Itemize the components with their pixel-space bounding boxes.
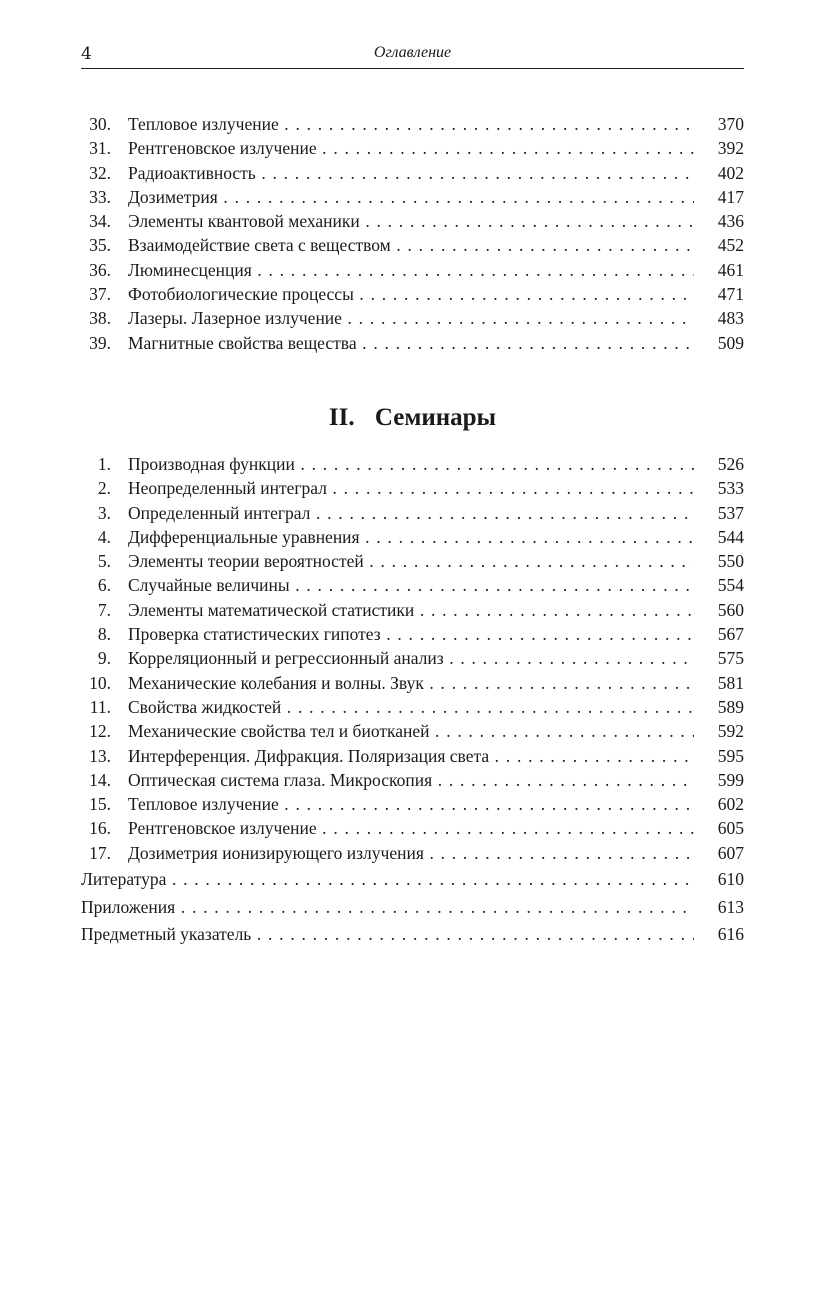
entry-number: 8. [97,624,111,645]
entry-page: 589 [717,696,744,717]
toc-entry[interactable] [81,744,744,768]
toc-part1-list [81,112,744,355]
toc-entry[interactable] [81,452,744,476]
toc-entry[interactable] [81,921,744,949]
entry-page: 575 [717,648,744,669]
entry-number: 17. [89,842,111,863]
entry-page: 544 [717,526,744,547]
entry-number: 38. [89,308,111,329]
toc-entry[interactable] [81,894,744,922]
entry-number: 5. [97,551,111,572]
entry-number: 1. [97,454,111,474]
toc-entry[interactable] [81,622,744,646]
entry-page: 616 [717,924,744,944]
entry-page: 550 [717,551,744,572]
entry-page: 461 [717,259,744,280]
toc-entry[interactable] [81,816,744,840]
section-heading: II. Семинары [328,404,497,431]
entry-number: 9. [97,648,111,669]
toc-entry[interactable] [81,112,744,136]
toc-entry[interactable] [81,768,744,792]
entry-page: 483 [717,308,744,329]
entry-title: Свойства жидкостей . . . [128,695,694,719]
toc-entry[interactable] [81,792,744,816]
entry-number: 36. [89,259,111,280]
toc-entry[interactable] [81,258,744,282]
entry-title: Интерференция. Дифракция. Поляризация света . . . [128,744,694,768]
entry-title: Литература . . . [81,866,694,894]
entry-page: 402 [717,162,744,183]
entry-title: Случайные величины . . . [128,573,694,597]
toc-entry[interactable] [81,598,744,622]
toc-entry[interactable] [81,136,744,160]
entry-title: Неопределенный интеграл . . . [128,476,694,500]
entry-title: Механические свойства тел и биотканей . . . [128,719,694,743]
entry-page: 526 [717,454,744,474]
entry-title: Лазеры. Лазерное излучение . . . [128,306,694,330]
entry-page: 613 [717,896,744,917]
entry-title: Тепловое излучение . . . [128,792,694,816]
entry-number: 12. [89,721,111,742]
toc-entry[interactable] [81,185,744,209]
entry-title: Тепловое излучение . . . [128,112,694,136]
entry-title: Дозиметрия . . . [128,185,694,209]
entry-page: 560 [717,599,744,620]
entry-page: 370 [717,114,744,134]
entry-page: 602 [717,794,744,815]
toc-seminars-list [81,452,744,865]
entry-page: 607 [717,842,744,863]
entry-page: 592 [717,721,744,742]
entry-page: 610 [717,869,744,889]
entry-title: Оптическая система глаза. Микроскопия . . . [128,768,694,792]
toc-entry[interactable] [81,209,744,233]
entry-title: Механические колебания и волны. Звук . . . [128,671,694,695]
entry-number: 35. [89,235,111,256]
entry-title: Взаимодействие света с веществом . . . [128,233,694,257]
toc-entry[interactable] [81,161,744,185]
entry-title: Определенный интеграл . . . [128,501,694,525]
entry-title: Проверка статистических гипотез . . . [128,622,694,646]
entry-number: 3. [97,502,111,523]
entry-title: Производная функции . . . [128,452,694,476]
entry-title: Корреляционный и регрессионный анализ . . . [128,646,694,670]
entry-number: 2. [97,478,111,499]
entry-title: Элементы квантовой механики . . . [128,209,694,233]
toc-entry[interactable] [81,331,744,355]
toc-entry[interactable] [81,671,744,695]
entry-page: 392 [717,138,744,159]
entry-number: 34. [89,211,111,232]
entry-title: Рентгеновское излучение . . . [128,136,694,160]
entry-title: Предметный указатель . . . [81,921,694,949]
entry-page: 567 [717,624,744,645]
entry-title: Фотобиологические процессы . . . [128,282,694,306]
entry-number: 13. [89,745,111,766]
entry-number: 10. [89,672,111,693]
toc-entry[interactable] [81,476,744,500]
entry-title: Дифференциальные уравнения . . . [128,525,694,549]
entry-page: 509 [717,332,744,353]
entry-number: 11. [89,696,111,717]
entry-number: 31. [89,138,111,159]
entry-title: Люминесценция . . . [128,258,694,282]
entry-number: 37. [89,284,111,305]
toc-entry[interactable] [81,695,744,719]
toc-entry[interactable] [81,233,744,257]
entry-title: Элементы математической статистики . . . [128,598,694,622]
entry-page: 581 [717,672,744,693]
entry-page: 537 [717,502,744,523]
entry-number: 39. [89,332,111,353]
toc-entry[interactable] [81,866,744,894]
entry-title: Приложения . . . [81,894,694,922]
entry-page: 417 [717,186,744,207]
toc-back-matter-list [81,866,744,949]
toc-entry[interactable] [81,306,744,330]
toc-entry[interactable] [81,282,744,306]
page-number: 4 [81,44,92,64]
entry-page: 452 [717,235,744,256]
entry-page: 436 [717,211,744,232]
entry-number: 32. [89,162,111,183]
entry-page: 595 [717,745,744,766]
entry-number: 15. [89,794,111,815]
entry-page: 533 [717,478,744,499]
entry-title: Магнитные свойства вещества . . . [128,331,694,355]
entry-number: 16. [89,818,111,839]
entry-page: 605 [717,818,744,839]
entry-title: Элементы теории вероятностей . . . [128,549,694,573]
toc-entry[interactable] [81,646,744,670]
toc-entry[interactable] [81,573,744,597]
entry-number: 7. [97,599,111,620]
entry-page: 599 [717,769,744,790]
entry-title: Радиоактивность . . . [128,161,694,185]
toc-entry[interactable] [81,719,744,743]
entry-number: 14. [89,769,111,790]
page-header [81,44,744,69]
entry-number: 6. [97,575,111,596]
entry-title: Дозиметрия ионизирующего излучения . . . [128,841,694,865]
toc-entry[interactable] [81,501,744,525]
entry-number: 30. [89,114,111,134]
toc-entry[interactable] [81,525,744,549]
toc-entry[interactable] [81,549,744,573]
entry-title: Рентгеновское излучение . . . [128,816,694,840]
entry-number: 4. [97,526,111,547]
entry-page: 554 [717,575,744,596]
entry-number: 33. [89,186,111,207]
toc-entry[interactable] [81,841,744,865]
entry-page: 471 [717,284,744,305]
running-title: Оглавление [373,44,452,61]
